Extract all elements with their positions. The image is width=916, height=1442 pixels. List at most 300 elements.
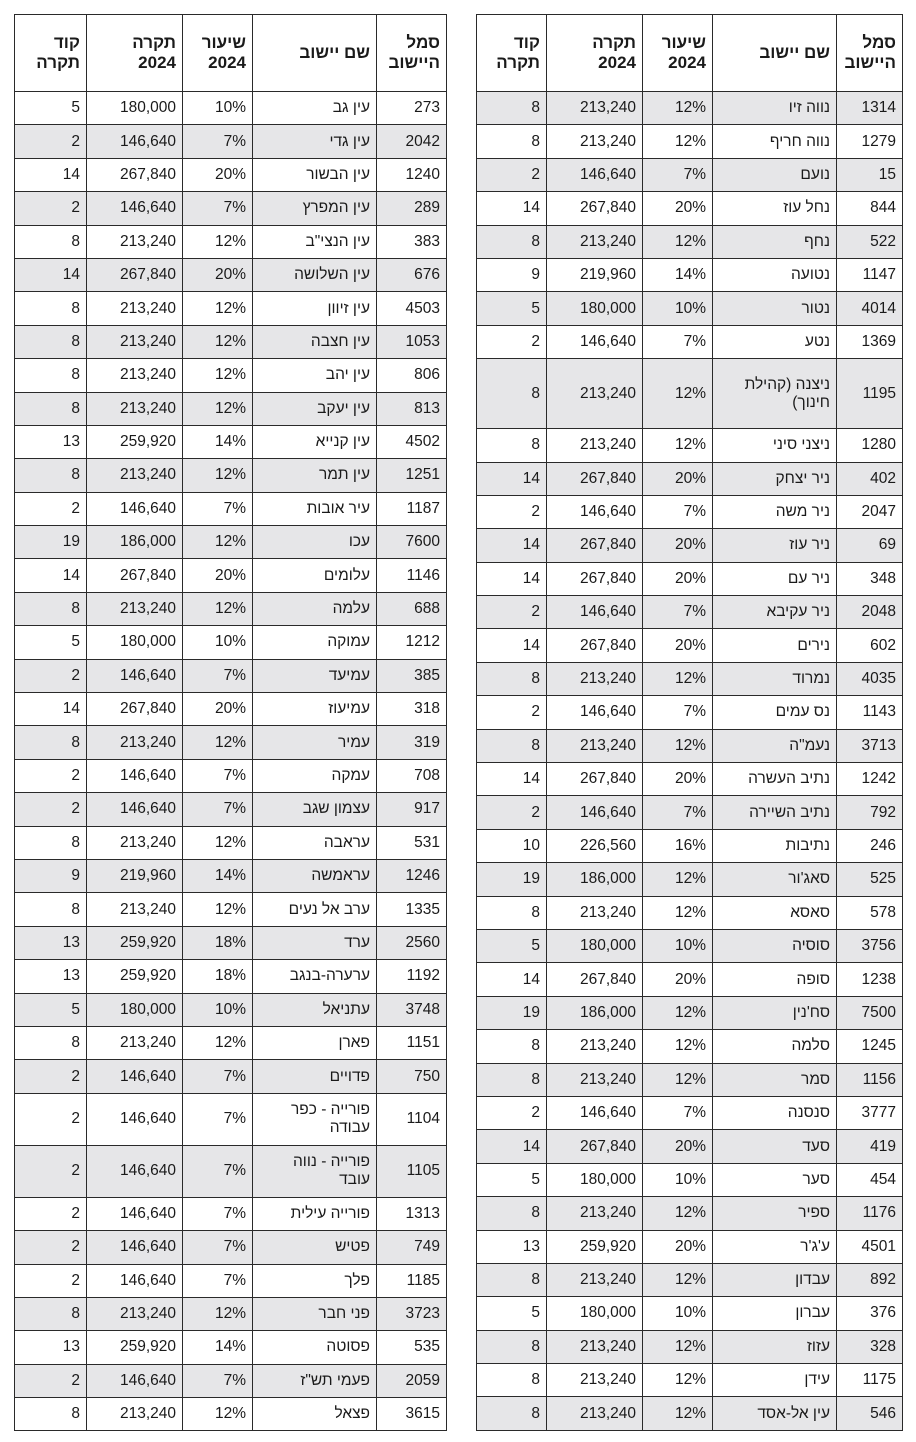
cell-rate: 7% [183,125,253,158]
cell-rate: 12% [643,662,713,695]
cell-cap: 146,640 [87,1060,183,1093]
table-row [15,759,447,792]
cell-key: 9 [15,859,87,892]
cell-name: ע'ג'ר [713,1230,837,1263]
table-row [15,859,447,892]
cell-key: 14 [477,629,547,662]
cell-cap: 267,840 [87,158,183,191]
cell-name: עין חצבה [253,325,377,358]
table-row [15,1026,447,1059]
cell-rate: 20% [643,629,713,662]
cell-code: 383 [377,225,447,258]
cell-cap: 213,240 [547,225,643,258]
cell-rate: 12% [183,325,253,358]
cell-code: 1246 [377,859,447,892]
cell-name: ניצני סיני [713,429,837,462]
cell-key: 8 [15,359,87,392]
cell-cap: 213,240 [547,1263,643,1296]
cell-name: ניר עקיבא [713,596,837,629]
table-row [15,559,447,592]
cell-key: 14 [477,562,547,595]
cell-rate: 12% [643,429,713,462]
cell-cap: 213,240 [87,459,183,492]
cell-key: 8 [477,1030,547,1063]
cell-key: 8 [15,1398,87,1431]
cell-cap: 146,640 [87,492,183,525]
cell-key: 8 [477,729,547,762]
cell-cap: 180,000 [87,993,183,1026]
cell-name: סופה [713,963,837,996]
cell-name: עמיר [253,726,377,759]
cell-code: 1105 [377,1145,447,1197]
cell-rate: 7% [643,325,713,358]
table-row [15,826,447,859]
cell-rate: 7% [183,659,253,692]
cell-cap: 213,240 [547,359,643,429]
table-row [15,793,447,826]
cell-cap: 213,240 [547,729,643,762]
table-row [15,425,447,458]
cell-code: 3748 [377,993,447,1026]
cell-key: 14 [477,763,547,796]
cell-name: נתיב העשרה [713,763,837,796]
cell-key: 2 [15,793,87,826]
cell-rate: 10% [183,626,253,659]
cell-key: 14 [15,693,87,726]
table-row [477,529,903,562]
cell-name: נטע [713,325,837,358]
table-row [477,1364,903,1397]
cell-rate: 16% [643,829,713,862]
cell-key: 8 [15,1026,87,1059]
cell-cap: 213,240 [87,893,183,926]
cell-cap: 213,240 [547,1397,643,1430]
table-row [15,292,447,325]
cell-code: 1313 [377,1197,447,1230]
cell-cap: 180,000 [547,1163,643,1196]
cell-cap: 267,840 [547,963,643,996]
cell-key: 5 [477,1163,547,1196]
cell-cap: 259,920 [87,926,183,959]
cell-code: 1251 [377,459,447,492]
header-row [15,15,447,92]
cell-cap: 267,840 [547,462,643,495]
cell-name: נווה זיו [713,92,837,125]
cell-name: נתיבות [713,829,837,862]
cell-rate: 12% [183,526,253,559]
cell-rate: 14% [643,258,713,291]
cell-code: 1369 [837,325,903,358]
cell-key: 8 [15,1297,87,1330]
cell-rate: 18% [183,926,253,959]
cell-name: עין יעקב [253,392,377,425]
cell-key: 8 [477,1197,547,1230]
header-row [477,15,903,92]
cell-name: עיר אובות [253,492,377,525]
cell-code: 578 [837,896,903,929]
cell-rate: 12% [643,92,713,125]
cell-rate: 20% [643,462,713,495]
cell-rate: 20% [643,192,713,225]
cell-key: 2 [15,492,87,525]
cell-name: עמיעוז [253,693,377,726]
cell-code: 1176 [837,1197,903,1230]
cell-code: 4035 [837,662,903,695]
cell-cap: 213,240 [87,592,183,625]
cell-rate: 14% [183,425,253,458]
table-row [15,1364,447,1397]
cell-cap: 267,840 [547,529,643,562]
cell-rate: 12% [643,863,713,896]
cell-name: פני חבר [253,1297,377,1330]
cell-cap: 226,560 [547,829,643,862]
cell-name: נמרוד [713,662,837,695]
cell-code: 792 [837,796,903,829]
cell-key: 13 [15,425,87,458]
cell-cap: 146,640 [87,1264,183,1297]
cell-name: פורייה - נווה עובד [253,1145,377,1197]
cell-rate: 7% [183,1264,253,1297]
cell-cap: 146,640 [547,158,643,191]
cell-cap: 213,240 [87,1398,183,1431]
table-row [15,359,447,392]
table-row [477,1096,903,1129]
cell-code: 1104 [377,1093,447,1145]
cell-code: 385 [377,659,447,692]
cell-rate: 12% [643,125,713,158]
cell-rate: 7% [183,1197,253,1230]
cell-rate: 20% [643,529,713,562]
table-row [15,92,447,125]
cell-rate: 7% [643,696,713,729]
cell-cap: 146,640 [547,495,643,528]
cell-code: 419 [837,1130,903,1163]
cell-code: 318 [377,693,447,726]
cell-cap: 267,840 [547,1130,643,1163]
cell-cap: 259,920 [87,1331,183,1364]
cell-code: 1242 [837,763,903,796]
cell-code: 3723 [377,1297,447,1330]
cell-code: 1192 [377,960,447,993]
cell-key: 14 [477,963,547,996]
cell-rate: 10% [643,1163,713,1196]
cell-cap: 213,240 [87,325,183,358]
cell-cap: 213,240 [547,662,643,695]
table-row [15,258,447,291]
cell-key: 8 [15,893,87,926]
table-row [477,125,903,158]
cell-name: פעמי תש"ז [253,1364,377,1397]
table-row [477,829,903,862]
cell-name: סנסנה [713,1096,837,1129]
cell-code: 1314 [837,92,903,125]
cell-key: 14 [15,158,87,191]
header-key: קוד תקרה [477,15,547,92]
cell-key: 2 [15,1197,87,1230]
table-row [15,960,447,993]
cell-key: 2 [15,1264,87,1297]
cell-code: 7600 [377,526,447,559]
cell-cap: 146,640 [87,1145,183,1197]
table-row [15,893,447,926]
cell-name: עין תמר [253,459,377,492]
cell-name: סעד [713,1130,837,1163]
cell-key: 14 [477,462,547,495]
cell-cap: 267,840 [547,562,643,595]
cell-name: ניר יצחק [713,462,837,495]
cell-code: 3615 [377,1398,447,1431]
cell-name: ערב אל נעים [253,893,377,926]
cell-code: 1185 [377,1264,447,1297]
cell-code: 676 [377,258,447,291]
cell-name: עלמה [253,592,377,625]
cell-key: 9 [477,258,547,291]
cell-rate: 7% [183,759,253,792]
table-row [477,429,903,462]
cell-code: 1238 [837,963,903,996]
cell-name: פסוטה [253,1331,377,1364]
cell-cap: 146,640 [87,1093,183,1145]
cell-name: סח'נין [713,996,837,1029]
cell-cap: 213,240 [87,225,183,258]
cell-code: 1279 [837,125,903,158]
cell-cap: 213,240 [547,125,643,158]
table-row [15,1145,447,1197]
cell-name: ניצנה (קהילת חינוך) [713,359,837,429]
cell-rate: 10% [643,1297,713,1330]
table-row [477,1030,903,1063]
table-row [15,1264,447,1297]
cell-code: 1212 [377,626,447,659]
table-row [15,526,447,559]
cell-key: 8 [477,896,547,929]
cell-rate: 7% [183,793,253,826]
cell-key: 8 [15,826,87,859]
cell-rate: 7% [643,596,713,629]
cell-name: עראמשה [253,859,377,892]
cell-code: 522 [837,225,903,258]
cell-key: 8 [477,1364,547,1397]
cell-code: 3756 [837,929,903,962]
cell-name: עראבה [253,826,377,859]
cell-key: 14 [477,529,547,562]
cell-code: 1195 [837,359,903,429]
table-row [477,1230,903,1263]
cell-name: פטיש [253,1231,377,1264]
cell-cap: 146,640 [547,796,643,829]
cell-code: 69 [837,529,903,562]
cell-rate: 7% [643,158,713,191]
cell-rate: 20% [183,693,253,726]
cell-key: 10 [477,829,547,862]
cell-rate: 7% [643,1096,713,1129]
cell-cap: 146,640 [87,1364,183,1397]
header-name: שם יישוב [253,15,377,92]
cell-cap: 186,000 [547,996,643,1029]
cell-code: 750 [377,1060,447,1093]
table-row [477,596,903,629]
cell-code: 7500 [837,996,903,1029]
cell-code: 749 [377,1231,447,1264]
cell-rate: 14% [183,859,253,892]
cell-cap: 213,240 [87,359,183,392]
cell-key: 2 [477,1096,547,1129]
cell-rate: 12% [643,1197,713,1230]
table-row [15,1060,447,1093]
cell-cap: 146,640 [87,1197,183,1230]
table-row [477,225,903,258]
cell-name: ניר עם [713,562,837,595]
cell-code: 4014 [837,292,903,325]
cell-key: 2 [15,125,87,158]
table-row [477,292,903,325]
cell-rate: 12% [643,1364,713,1397]
cell-key: 8 [477,1263,547,1296]
cell-code: 328 [837,1330,903,1363]
cell-name: פורייה עילית [253,1197,377,1230]
table-row [477,192,903,225]
cell-rate: 7% [183,1364,253,1397]
cell-name: ניר משה [713,495,837,528]
cell-key: 2 [15,759,87,792]
table-row [15,492,447,525]
cell-name: סוסיה [713,929,837,962]
cell-rate: 7% [643,796,713,829]
cell-code: 402 [837,462,903,495]
cell-name: פלך [253,1264,377,1297]
cell-cap: 180,000 [547,1297,643,1330]
cell-rate: 10% [183,92,253,125]
cell-code: 1151 [377,1026,447,1059]
cell-rate: 7% [183,192,253,225]
table-row [15,726,447,759]
cell-name: עין קנייא [253,425,377,458]
cell-cap: 213,240 [547,1330,643,1363]
cell-cap: 213,240 [87,1026,183,1059]
table-row [15,1231,447,1264]
cell-rate: 18% [183,960,253,993]
table-row [15,158,447,191]
cell-key: 2 [15,192,87,225]
cell-key: 8 [15,592,87,625]
cell-key: 8 [15,459,87,492]
cell-key: 2 [477,325,547,358]
cell-key: 2 [15,1231,87,1264]
header-cap: תקרה 2024 [547,15,643,92]
cell-cap: 267,840 [547,192,643,225]
table-row [477,495,903,528]
cell-name: נס עמים [713,696,837,729]
cell-name: עלומים [253,559,377,592]
cell-rate: 7% [183,1093,253,1145]
cell-cap: 219,960 [87,859,183,892]
table-row [15,192,447,225]
cell-code: 1143 [837,696,903,729]
cell-rate: 12% [643,1263,713,1296]
cell-key: 2 [15,1145,87,1197]
cell-cap: 146,640 [87,659,183,692]
header-rate: שיעור 2024 [643,15,713,92]
table-row [15,1297,447,1330]
cell-cap: 146,640 [547,596,643,629]
cell-key: 8 [477,225,547,258]
cell-cap: 213,240 [547,896,643,929]
cell-rate: 12% [183,1026,253,1059]
cell-name: סאסא [713,896,837,929]
cell-code: 806 [377,359,447,392]
cell-key: 2 [15,1364,87,1397]
cell-rate: 12% [183,1297,253,1330]
cell-name: סער [713,1163,837,1196]
cell-name: עידן [713,1364,837,1397]
cell-rate: 12% [183,592,253,625]
cell-cap: 213,240 [547,92,643,125]
cell-code: 1245 [837,1030,903,1063]
cell-key: 2 [477,495,547,528]
cell-rate: 20% [643,963,713,996]
cell-name: ערערה-בנגב [253,960,377,993]
cell-name: עמוקה [253,626,377,659]
cell-key: 2 [477,696,547,729]
cell-key: 5 [15,92,87,125]
cell-code: 4502 [377,425,447,458]
cell-cap: 267,840 [87,693,183,726]
header-key: קוד תקרה [15,15,87,92]
cell-key: 8 [477,92,547,125]
cell-cap: 259,920 [547,1230,643,1263]
cell-code: 376 [837,1297,903,1330]
cell-name: עין השלושה [253,258,377,291]
cell-cap: 213,240 [87,392,183,425]
cell-name: נחל עוז [713,192,837,225]
cell-code: 525 [837,863,903,896]
table-row [477,996,903,1029]
table-row [477,929,903,962]
cell-code: 1187 [377,492,447,525]
cell-rate: 7% [183,1145,253,1197]
table-row [477,1163,903,1196]
cell-cap: 146,640 [547,1096,643,1129]
cell-name: עזוז [713,1330,837,1363]
cell-key: 14 [477,192,547,225]
cell-name: עין זיוון [253,292,377,325]
cell-rate: 12% [183,893,253,926]
cell-cap: 180,000 [87,92,183,125]
cell-key: 13 [477,1230,547,1263]
cell-code: 246 [837,829,903,862]
cell-name: עין יהב [253,359,377,392]
cell-rate: 20% [643,562,713,595]
cell-name: ספיר [713,1197,837,1230]
table-row [477,1063,903,1096]
cell-rate: 12% [183,225,253,258]
cell-rate: 20% [183,158,253,191]
cell-cap: 213,240 [87,726,183,759]
table-row [477,258,903,291]
cell-key: 14 [15,258,87,291]
cell-name: עין גב [253,92,377,125]
cell-code: 813 [377,392,447,425]
cell-rate: 12% [183,392,253,425]
cell-cap: 180,000 [547,292,643,325]
table-row [15,392,447,425]
cell-code: 273 [377,92,447,125]
table-row [477,1330,903,1363]
cell-key: 13 [15,926,87,959]
cell-code: 319 [377,726,447,759]
cell-name: נירים [713,629,837,662]
cell-name: עמקה [253,759,377,792]
